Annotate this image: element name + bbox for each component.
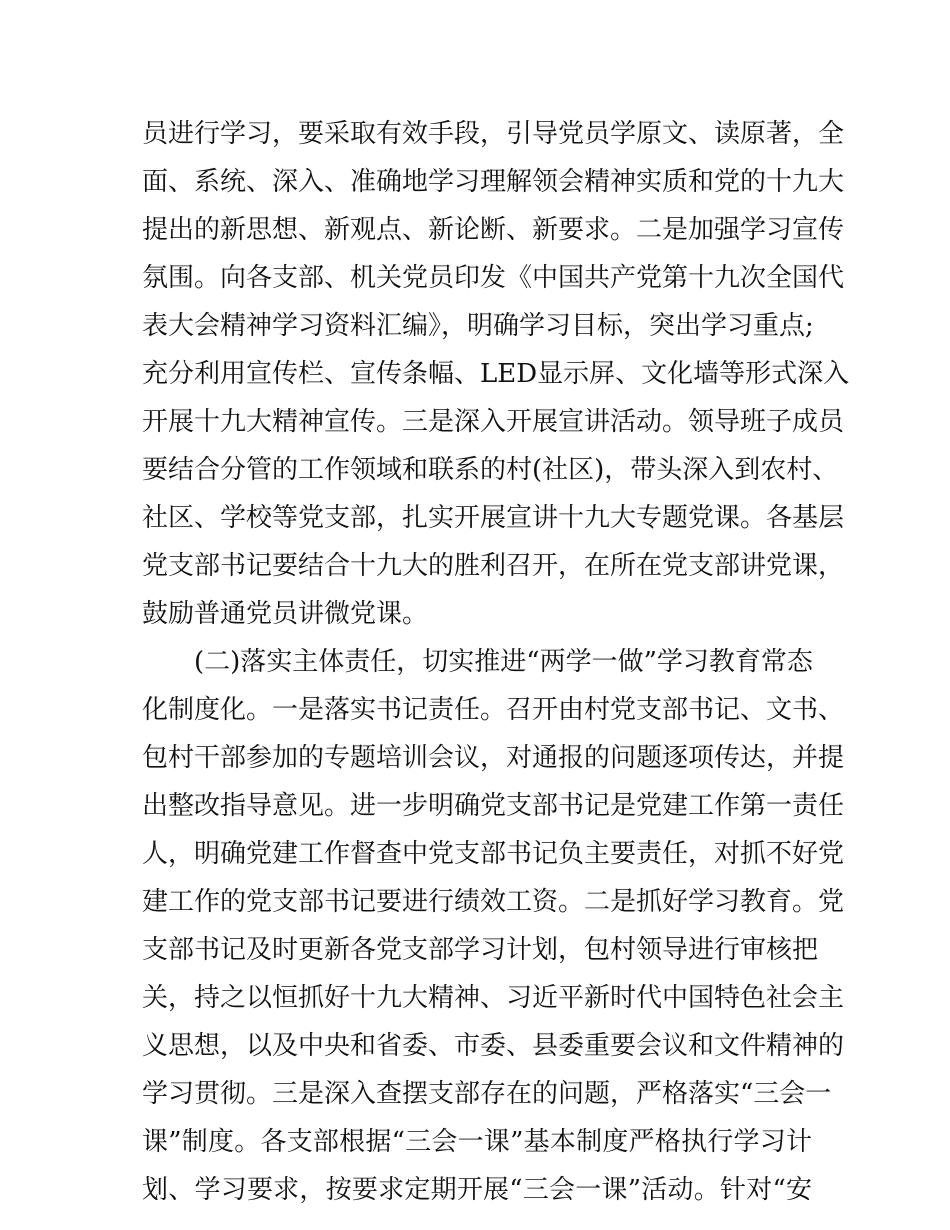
text-line-16: 人，明确党建工作督查中党支部书记负主要责任，对抓不好党 bbox=[142, 839, 845, 869]
text-line-10: 党支部书记要结合十九大的胜利召开，在所在党支部讲党课， bbox=[142, 551, 845, 581]
text-line-7: 开展十九大精神宣传。三是深入开展宣讲活动。领导班子成员 bbox=[142, 407, 845, 437]
text-line-11: 鼓励普通党员讲微党课。 bbox=[142, 599, 429, 629]
text-line-3: 提出的新思想、新观点、新论断、新要求。二是加强学习宣传 bbox=[142, 215, 845, 245]
text-line-6: 充分利用宣传栏、宣传条幅、LED显示屏、文化墙等形式深入 bbox=[142, 359, 850, 389]
text-line-9: 社区、学校等党支部，扎实开展宣讲十九大专题党课。各基层 bbox=[142, 503, 845, 533]
text-line-23: 划、学习要求，按要求定期开展“三会一课”活动。针对“安 bbox=[142, 1175, 812, 1205]
text-line-12: (二)落实主体责任，切实推进“两学一做”学习教育常态 bbox=[194, 647, 813, 677]
text-line-20: 义思想，以及中央和省委、市委、县委重要会议和文件精神的 bbox=[142, 1031, 845, 1061]
body-text bbox=[142, 110, 850, 1214]
text-line-1: 员进行学习，要采取有效手段，引导党员学原文、读原著，全 bbox=[142, 119, 845, 149]
text-line-13: 化制度化。一是落实书记责任。召开由村党支部书记、文书、 bbox=[142, 695, 845, 725]
text-line-4: 氛围。向各支部、机关党员印发《中国共产党第十九次全国代 bbox=[142, 263, 845, 293]
text-line-19: 关，持之以恒抓好十九大精神、习近平新时代中国特色社会主 bbox=[142, 983, 845, 1013]
text-line-21: 学习贯彻。三是深入查摆支部存在的问题，严格落实“三会一 bbox=[142, 1079, 832, 1109]
text-line-2: 面、系统、深入、准确地学习理解领会精神实质和党的十九大 bbox=[142, 167, 845, 197]
text-line-15: 出整改指导意见。进一步明确党支部书记是党建工作第一责任 bbox=[142, 791, 845, 821]
text-line-17: 建工作的党支部书记要进行绩效工资。二是抓好学习教育。党 bbox=[142, 887, 845, 917]
text-line-14: 包村干部参加的专题培训会议，对通报的问题逐项传达，并提 bbox=[142, 743, 845, 773]
text-line-22: 课”制度。各支部根据“三会一课”基本制度严格执行学习计 bbox=[142, 1127, 812, 1157]
text-line-5: 表大会精神学习资料汇编》，明确学习目标，突出学习重点; bbox=[142, 311, 814, 341]
text-line-8: 要结合分管的工作领域和联系的村(社区)，带头深入到农村、 bbox=[142, 455, 839, 485]
text-line-18: 支部书记及时更新各党支部学习计划，包村领导进行审核把 bbox=[142, 935, 819, 965]
